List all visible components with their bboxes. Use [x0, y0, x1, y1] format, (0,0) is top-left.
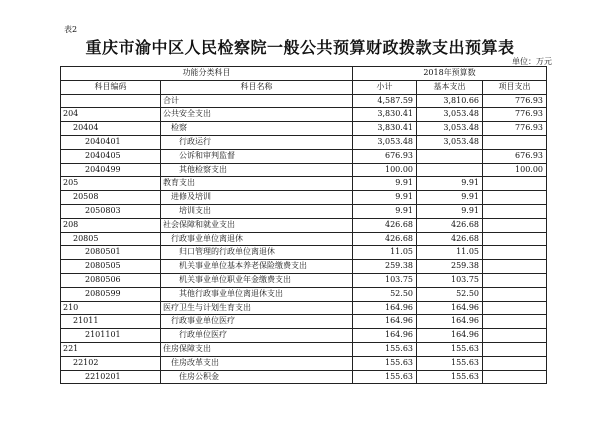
cell-basic: 9.91 — [417, 204, 483, 218]
cell-name: 社会保障和就业支出 — [161, 218, 353, 232]
cell-code: 2080506 — [61, 273, 161, 287]
cell-project: 776.93 — [483, 94, 547, 108]
cell-subtotal: 164.96 — [353, 315, 417, 329]
cell-project — [483, 204, 547, 218]
cell-name: 合计 — [161, 94, 353, 108]
table-row — [61, 108, 547, 122]
header-row-group — [61, 67, 547, 81]
cell-project — [483, 287, 547, 301]
table-row — [61, 94, 547, 108]
cell-code: 2040499 — [61, 163, 161, 177]
header-name: 科目名称 — [161, 80, 353, 94]
cell-basic: 9.91 — [417, 191, 483, 205]
cell-project — [483, 260, 547, 274]
cell-basic: 3,810.66 — [417, 94, 483, 108]
cell-basic: 103.75 — [417, 273, 483, 287]
cell-subtotal: 426.68 — [353, 232, 417, 246]
cell-basic: 9.91 — [417, 177, 483, 191]
cell-name: 行政事业单位医疗 — [161, 315, 353, 329]
cell-code — [61, 94, 161, 108]
table-row — [61, 122, 547, 136]
cell-name: 机关事业单位基本养老保险缴费支出 — [161, 260, 353, 274]
table-row — [61, 204, 547, 218]
cell-project — [483, 191, 547, 205]
table-row — [61, 232, 547, 246]
cell-code: 2040401 — [61, 135, 161, 149]
table-row — [61, 287, 547, 301]
cell-name: 行政单位医疗 — [161, 329, 353, 343]
table-row — [61, 260, 547, 274]
header-subtotal: 小计 — [353, 80, 417, 94]
budget-table — [60, 66, 547, 384]
cell-code: 2080599 — [61, 287, 161, 301]
table-row — [61, 329, 547, 343]
cell-subtotal: 52.50 — [353, 287, 417, 301]
cell-basic: 11.05 — [417, 246, 483, 260]
cell-subtotal: 4,587.59 — [353, 94, 417, 108]
cell-basic: 3,053.48 — [417, 135, 483, 149]
table-row — [61, 301, 547, 315]
cell-code: 208 — [61, 218, 161, 232]
cell-code: 22102 — [61, 356, 161, 370]
cell-code: 205 — [61, 177, 161, 191]
cell-subtotal: 11.05 — [353, 246, 417, 260]
cell-name: 其他检察支出 — [161, 163, 353, 177]
cell-basic — [417, 149, 483, 163]
header-function-group: 功能分类科目 — [61, 67, 353, 81]
cell-code: 2080505 — [61, 260, 161, 274]
cell-code: 20508 — [61, 191, 161, 205]
cell-code: 2050803 — [61, 204, 161, 218]
cell-basic: 155.63 — [417, 356, 483, 370]
cell-subtotal: 9.91 — [353, 177, 417, 191]
table-row — [61, 177, 547, 191]
cell-code: 221 — [61, 342, 161, 356]
cell-code: 210 — [61, 301, 161, 315]
cell-subtotal: 9.91 — [353, 191, 417, 205]
cell-subtotal: 164.96 — [353, 301, 417, 315]
cell-subtotal: 259.38 — [353, 260, 417, 274]
cell-code: 21011 — [61, 315, 161, 329]
cell-subtotal: 100.00 — [353, 163, 417, 177]
cell-subtotal: 3,830.41 — [353, 122, 417, 136]
header-project: 项目支出 — [483, 80, 547, 94]
cell-project — [483, 135, 547, 149]
cell-basic: 155.63 — [417, 342, 483, 356]
cell-code: 2040405 — [61, 149, 161, 163]
table-row — [61, 370, 547, 384]
unit-label: 单位：万元 — [512, 57, 552, 66]
cell-project — [483, 342, 547, 356]
table-row — [61, 149, 547, 163]
cell-subtotal: 164.96 — [353, 329, 417, 343]
cell-name: 公共安全支出 — [161, 108, 353, 122]
cell-code: 20805 — [61, 232, 161, 246]
cell-name: 医疗卫生与计划生育支出 — [161, 301, 353, 315]
cell-name: 机关事业单位职业年金缴费支出 — [161, 273, 353, 287]
cell-subtotal: 9.91 — [353, 204, 417, 218]
cell-basic: 52.50 — [417, 287, 483, 301]
table-row — [61, 315, 547, 329]
cell-project — [483, 329, 547, 343]
table-row — [61, 218, 547, 232]
cell-code: 204 — [61, 108, 161, 122]
cell-project — [483, 273, 547, 287]
cell-project — [483, 301, 547, 315]
cell-basic: 3,053.48 — [417, 122, 483, 136]
cell-name: 住房改革支出 — [161, 356, 353, 370]
table-row — [61, 135, 547, 149]
cell-name: 住房公积金 — [161, 370, 353, 384]
cell-basic: 164.96 — [417, 329, 483, 343]
cell-project: 100.00 — [483, 163, 547, 177]
cell-basic: 155.63 — [417, 370, 483, 384]
cell-code: 20404 — [61, 122, 161, 136]
cell-basic: 426.68 — [417, 218, 483, 232]
header-row-columns — [61, 80, 547, 94]
cell-code: 2080501 — [61, 246, 161, 260]
cell-code: 2101101 — [61, 329, 161, 343]
table-row — [61, 163, 547, 177]
table-number-label: 表2 — [64, 25, 78, 34]
cell-name: 行政事业单位离退休 — [161, 232, 353, 246]
cell-project: 776.93 — [483, 108, 547, 122]
table-row — [61, 191, 547, 205]
cell-basic — [417, 163, 483, 177]
cell-project — [483, 177, 547, 191]
cell-project — [483, 218, 547, 232]
cell-basic: 164.96 — [417, 301, 483, 315]
header-budget-group: 2018年预算数 — [353, 67, 547, 81]
cell-basic: 164.96 — [417, 315, 483, 329]
cell-project — [483, 232, 547, 246]
page-title: 重庆市渝中区人民检察院一般公共预算财政拨款支出预算表 — [85, 38, 515, 57]
cell-code: 2210201 — [61, 370, 161, 384]
cell-subtotal: 155.63 — [353, 356, 417, 370]
cell-basic: 3,053.48 — [417, 108, 483, 122]
table-row — [61, 273, 547, 287]
cell-name: 教育支出 — [161, 177, 353, 191]
cell-basic: 259.38 — [417, 260, 483, 274]
cell-name: 检察 — [161, 122, 353, 136]
table-body — [61, 94, 547, 384]
cell-project: 776.93 — [483, 122, 547, 136]
table-row — [61, 246, 547, 260]
cell-name: 培训支出 — [161, 204, 353, 218]
cell-subtotal: 3,830.41 — [353, 108, 417, 122]
header-basic: 基本支出 — [417, 80, 483, 94]
cell-name: 住房保障支出 — [161, 342, 353, 356]
cell-project — [483, 370, 547, 384]
cell-name: 归口管理的行政单位离退休 — [161, 246, 353, 260]
cell-subtotal: 676.93 — [353, 149, 417, 163]
cell-project: 676.93 — [483, 149, 547, 163]
cell-subtotal: 103.75 — [353, 273, 417, 287]
cell-subtotal: 426.68 — [353, 218, 417, 232]
cell-name: 其他行政事业单位离退休支出 — [161, 287, 353, 301]
header-code: 科目编码 — [61, 80, 161, 94]
cell-name: 公诉和审判监督 — [161, 149, 353, 163]
cell-project — [483, 356, 547, 370]
cell-subtotal: 155.63 — [353, 342, 417, 356]
cell-subtotal: 155.63 — [353, 370, 417, 384]
cell-project — [483, 246, 547, 260]
cell-project — [483, 315, 547, 329]
table-row — [61, 356, 547, 370]
table-row — [61, 342, 547, 356]
cell-name: 进修及培训 — [161, 191, 353, 205]
cell-subtotal: 3,053.48 — [353, 135, 417, 149]
cell-name: 行政运行 — [161, 135, 353, 149]
cell-basic: 426.68 — [417, 232, 483, 246]
